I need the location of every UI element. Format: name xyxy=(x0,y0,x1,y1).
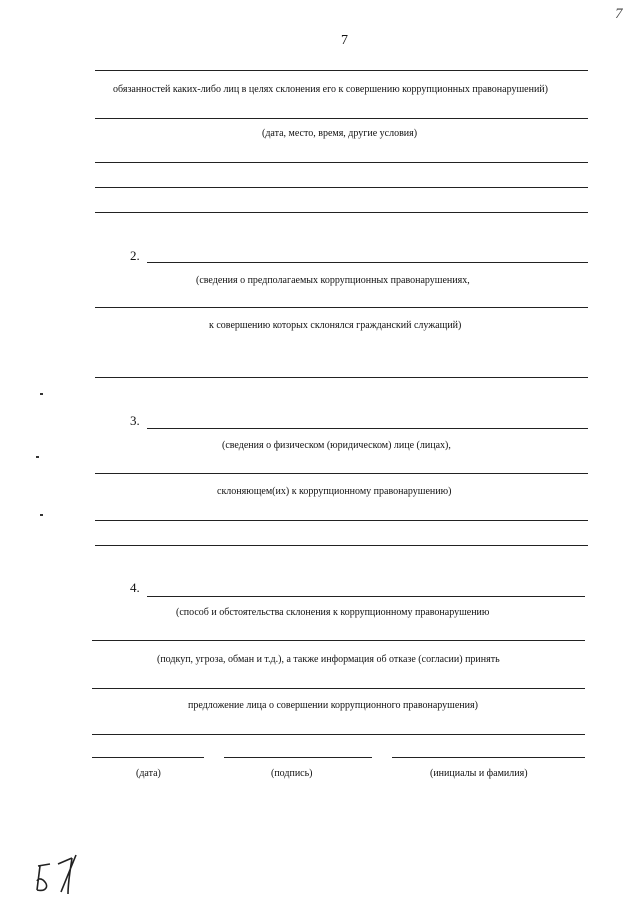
form-line xyxy=(95,545,588,546)
form-line xyxy=(95,162,588,163)
form-line xyxy=(147,262,588,263)
form-line xyxy=(92,688,585,689)
section-caption: склоняющем(их) к коррупционному правонарушению) xyxy=(217,486,452,497)
section-caption: предложение лица о совершении коррупционного правонарушения) xyxy=(188,700,478,711)
handwritten-signature xyxy=(28,852,88,897)
form-line xyxy=(95,307,588,308)
section-number: 4. xyxy=(130,580,140,595)
form-line xyxy=(147,596,585,597)
form-line xyxy=(95,473,588,474)
name-line xyxy=(392,757,585,758)
form-line xyxy=(95,118,588,119)
scan-speck xyxy=(36,456,39,458)
signature-line xyxy=(224,757,372,758)
section-number: 3. xyxy=(130,413,140,428)
form-line xyxy=(95,377,588,378)
intro-caption: (дата, место, время, другие условия) xyxy=(262,128,418,139)
section-caption: (сведения о предполагаемых коррупционных правонарушениях, xyxy=(196,275,470,286)
form-line xyxy=(147,428,588,429)
form-line xyxy=(95,70,588,71)
scan-speck xyxy=(40,514,43,516)
corner-handwritten-mark: 7 xyxy=(615,6,623,22)
section-caption: (подкуп, угроза, обман и т.д.), а также информация об отказе (согласии) принять xyxy=(157,654,500,665)
form-line xyxy=(95,212,588,213)
page-number: 7 xyxy=(341,33,348,48)
section-caption: (сведения о физическом (юридическом) лице (лицах), xyxy=(222,440,451,451)
form-line xyxy=(92,734,585,735)
section-caption: (способ и обстоятельства склонения к коррупционному правонарушению xyxy=(176,607,490,618)
form-line xyxy=(95,187,588,188)
scan-speck xyxy=(40,393,43,395)
section-number: 2. xyxy=(130,248,140,263)
signature-label: (подпись) xyxy=(271,768,313,779)
intro-text: обязанностей каких-либо лиц в целях склонения его к совершению коррупционных правонарушений) xyxy=(113,84,548,95)
date-line xyxy=(92,757,204,758)
form-line xyxy=(95,520,588,521)
form-line xyxy=(92,640,585,641)
name-label: (инициалы и фамилия) xyxy=(430,768,528,779)
section-caption: к совершению которых склонялся гражданский служащий) xyxy=(209,320,462,331)
date-label: (дата) xyxy=(136,768,161,779)
